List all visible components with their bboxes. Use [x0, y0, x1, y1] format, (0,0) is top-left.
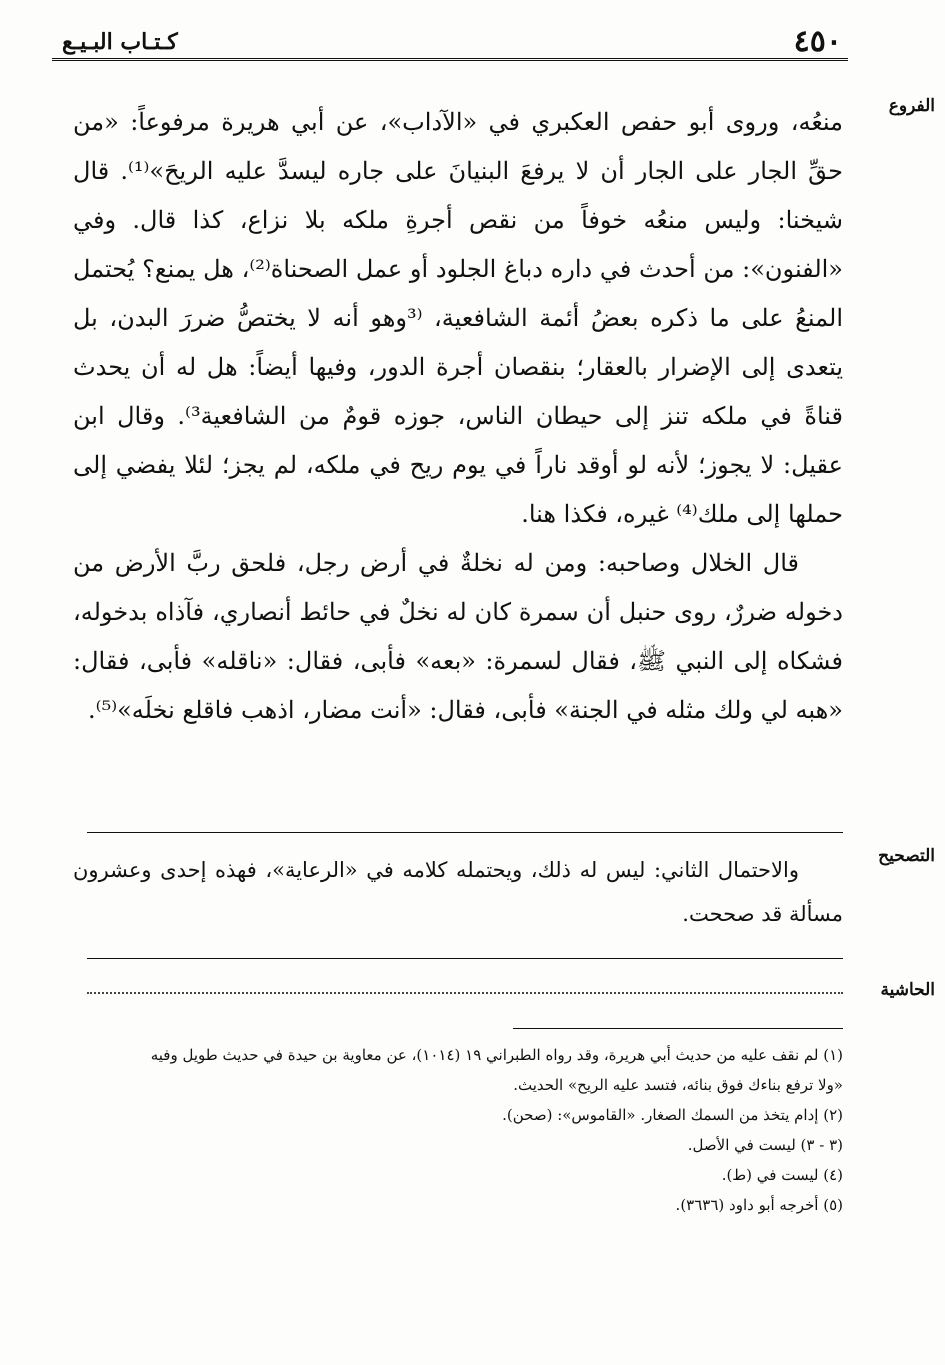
footnote-rule: [513, 1028, 843, 1029]
page-header: [62, 22, 842, 62]
running-title: كـتـاب البـيـع: [62, 29, 178, 55]
section-rule-bottom: [87, 958, 843, 959]
side-label-hashiya: الحاشية: [880, 980, 935, 1000]
hashiya-dotted-line: [87, 992, 843, 994]
footnote-1: (١) لم نقف عليه من حديث أبي هريرة، وقد رواه الطبراني ١٩ (١٠١٤)، عن معاوية بن حيدة في حديث طويل وفيه: [150, 1046, 843, 1064]
tashih-text: والاحتمال الثاني: ليس له ذلك، ويحتمله كلامه في «الرعاية»، فهذه إحدى وعشرون مسألة قد صححت.: [73, 858, 843, 926]
side-label-tashih: التصحيح: [878, 846, 935, 866]
side-label-furu: الفروع: [888, 96, 935, 116]
footnote-3: (٣ - ٣) ليست في الأصل.: [687, 1136, 843, 1154]
main-paragraph-2: قال الخلال وصاحبه: ومن له نخلةٌ في أرض رجل، فلحق ربَّ الأرض من دخوله ضررٌ، روى حنبل أن سمرة كان له نخلٌ في حائط أنصاري، فآذاه بدخوله، فشكاه إلى النبي ﷺ، فقال لسمرة: «بعه» فأبى، فقال: «ناقله» فأبى، فقال: «هبه لي ولك مثله في الجنة» فأبى، فقال: «أنت مضار، اذهب فاقلع نخلَه»⁽⁵⁾.: [73, 549, 843, 724]
header-rule: [52, 58, 848, 61]
main-text: [73, 98, 843, 735]
main-paragraph-1: منعُه، وروى أبو حفص العكبري في «الآداب»، عن أبي هريرة مرفوعاً: «من حقِّ الجار على الجار أن لا يرفعَ البنيانَ على جاره ليسدَّ عليه الريحَ»⁽¹⁾. قال شيخنا: وليس منعُه خوفاً من نقص أجرةِ ملكه بلا نزاع، كذا قال. وفي «الفنون»: من أحدث في داره دباغ الجلود أو عمل الصحناة⁽²⁾، هل يمنع؟ يُحتمل المنعُ على ما ذكره بعضُ أئمة الشافعية، ⁽³وهو أنه لا يختصُّ ضررَ البدن، بل يتعدى إلى الإضرار بالعقار؛ بنقصان أجرة الدور، وفيها أيضاً: هل له أن يحدث قناةً في ملكه تنز إلى حيطان الناس، جوزه قومٌ من الشافعية³⁾. وقال ابن عقيل: لا يجوز؛ لأنه لو أوقد ناراً في يوم ريح في ملكه، لم يجز؛ لئلا يفضي إلى حملها إلى ملك⁽⁴⁾ غيره، فكذا هنا.: [73, 108, 843, 528]
footnote-1-continued: «ولا ترفع بناءك فوق بنائه، فتسد عليه الريح» الحديث.: [513, 1076, 843, 1094]
page-number: ٤٥٠: [793, 24, 842, 59]
section-rule-top: [87, 832, 843, 833]
footnote-4: (٤) ليست في (ط).: [721, 1166, 843, 1184]
footnote-5: (٥) أخرجه أبو داود (٣٦٣٦).: [675, 1196, 843, 1214]
footnotes: [73, 1040, 843, 1220]
footnote-2: (٢) إدام يتخذ من السمك الصغار. «القاموس»: (صحن).: [502, 1106, 843, 1124]
